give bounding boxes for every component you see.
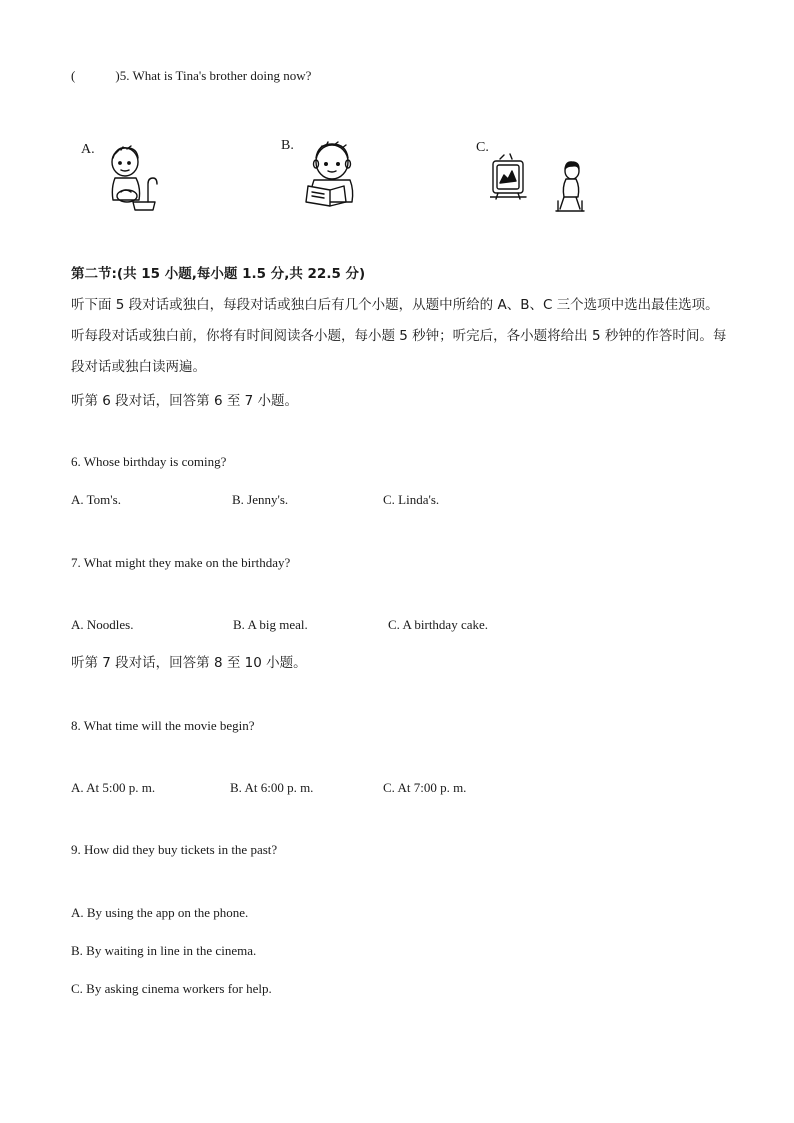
section-instructions: 听下面 5 段对话或独白，每段对话或独白后有几个小题，从题中所给的 A、B、C 三个选项中选出最佳选项。听每段对话或独白前，你将有时间阅读各小题，每小题 5 秒钟；听完后，各小题将给出 5 秒钟的作答时间。每段对话或独白读两遍。 (71, 297, 727, 375)
question-7-option-a: A. Noodles. (71, 617, 134, 632)
question-5-text: 5. What is Tina's brother doing now? (119, 68, 312, 83)
question-5 (71, 68, 311, 84)
question-7-option-b: B. A big meal. (233, 617, 308, 632)
question-6-option-a: A. Tom's. (71, 492, 121, 507)
option-c-label: C. (476, 140, 489, 155)
dialog-7-note: 听第 7 段对话，回答第 8 至 10 小题。 (71, 655, 307, 671)
girl-watching-tv-icon (490, 153, 590, 215)
answer-paren-close: ) (115, 68, 120, 83)
section-heading: 第二节:(共 15 小题,每小题 1.5 分,共 22.5 分) (71, 266, 366, 282)
question-8-option-b: B. At 6:00 p. m. (230, 780, 314, 795)
boy-reading-book-icon (300, 140, 360, 208)
question-8-option-c: C. At 7:00 p. m. (383, 780, 467, 795)
question-9-text: 9. How did they buy tickets in the past? (71, 842, 278, 857)
question-7-option-c: C. A birthday cake. (388, 617, 489, 632)
question-9-option-a: A. By using the app on the phone. (71, 905, 249, 920)
answer-paren-open: ( (71, 68, 76, 83)
option-a-label: A. (81, 142, 95, 157)
question-6-text: 6. Whose birthday is coming? (71, 454, 227, 469)
question-8-option-a: A. At 5:00 p. m. (71, 780, 156, 795)
option-b-label: B. (281, 138, 294, 153)
dialog-6-note: 听第 6 段对话，回答第 6 至 7 小题。 (71, 393, 299, 409)
question-9-option-c: C. By asking cinema workers for help. (71, 981, 272, 996)
question-8-text: 8. What time will the movie begin? (71, 718, 255, 733)
question-7-text: 7. What might they make on the birthday? (71, 555, 291, 570)
question-9-option-b: B. By waiting in line in the cinema. (71, 943, 257, 958)
question-6-option-b: B. Jenny's. (232, 492, 289, 507)
question-6-option-c: C. Linda's. (383, 492, 440, 507)
boy-washing-dishes-icon (103, 144, 161, 214)
